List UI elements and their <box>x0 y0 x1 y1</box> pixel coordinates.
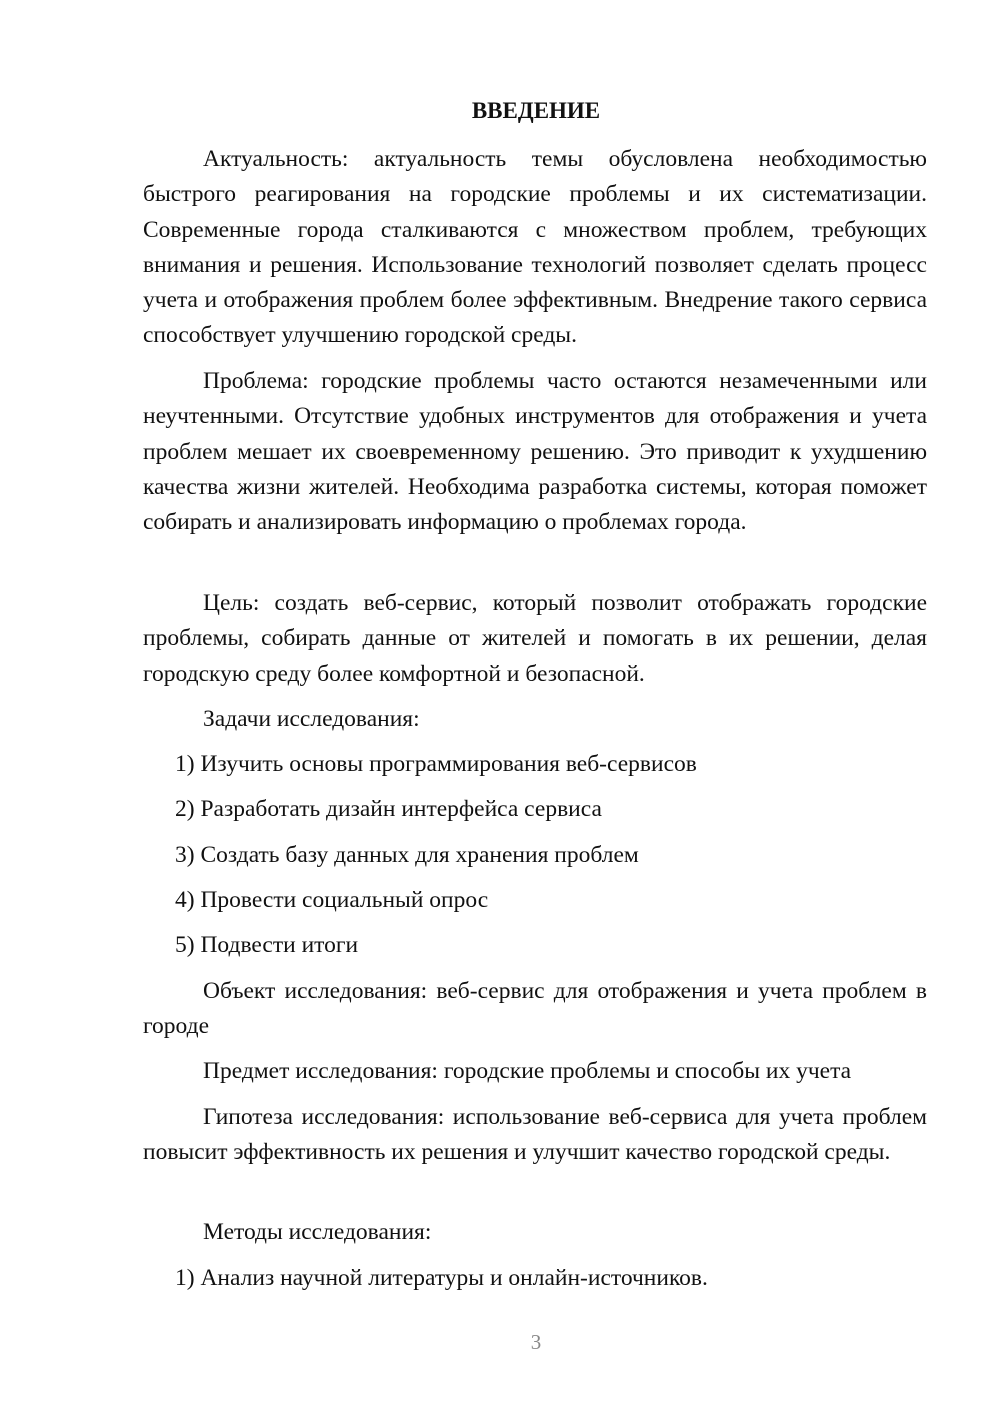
task-item: 2) Разработать дизайн интерфейса сервиса <box>175 796 602 822</box>
method-item: 1) Анализ научной литературы и онлайн-источников. <box>175 1265 708 1291</box>
task-item: 5) Подвести итоги <box>175 932 359 958</box>
task-item: 3) Создать базу данных для хранения проблем <box>175 842 639 868</box>
task-item: 4) Провести социальный опрос <box>175 887 489 913</box>
task-item: 1) Изучить основы программирования веб-сервисов <box>175 751 697 777</box>
page-title: ВВЕДЕНИЕ <box>471 98 601 123</box>
paragraph-goal: Цель: создать веб-сервис, который позволит отображать городские проблемы, собирать данные от жителей и помогать в их решении, делая городскую среду более комфортной и безопасной. <box>143 590 927 687</box>
tasks-heading: Задачи исследования: <box>203 706 420 732</box>
page-number: 3 <box>530 1330 542 1354</box>
paragraph-object: Объект исследования: веб-сервис для отображения и учета проблем в городе <box>143 978 927 1040</box>
paragraph-subject: Предмет исследования: городские проблемы и способы их учета <box>203 1058 852 1084</box>
paragraph-relevance: Актуальность: актуальность темы обусловлена необходимостью быстрого реагирования на городские проблемы и их систематизации. Современные города сталкиваются с множеством проблем, требующих внимания и решения. Использование технологий позволяет сделать процесс учета и отображения проблем более эффективным. Внедрение такого сервиса способствует улучшению городской среды. <box>143 146 927 349</box>
paragraph-problem: Проблема: городские проблемы часто остаются незамеченными или неучтенными. Отсутствие удобных инструментов для отображения и учета проблем мешает их своевременному решению. Это приводит к ухудшению качества жизни жителей. Необходима разработка системы, которая поможет собирать и анализировать информацию о проблемах города. <box>143 368 927 536</box>
methods-heading: Методы исследования: <box>203 1219 432 1245</box>
paragraph-hypothesis: Гипотеза исследования: использование веб-сервиса для учета проблем повысит эффективность их решения и улучшит качество городской среды. <box>143 1104 927 1166</box>
